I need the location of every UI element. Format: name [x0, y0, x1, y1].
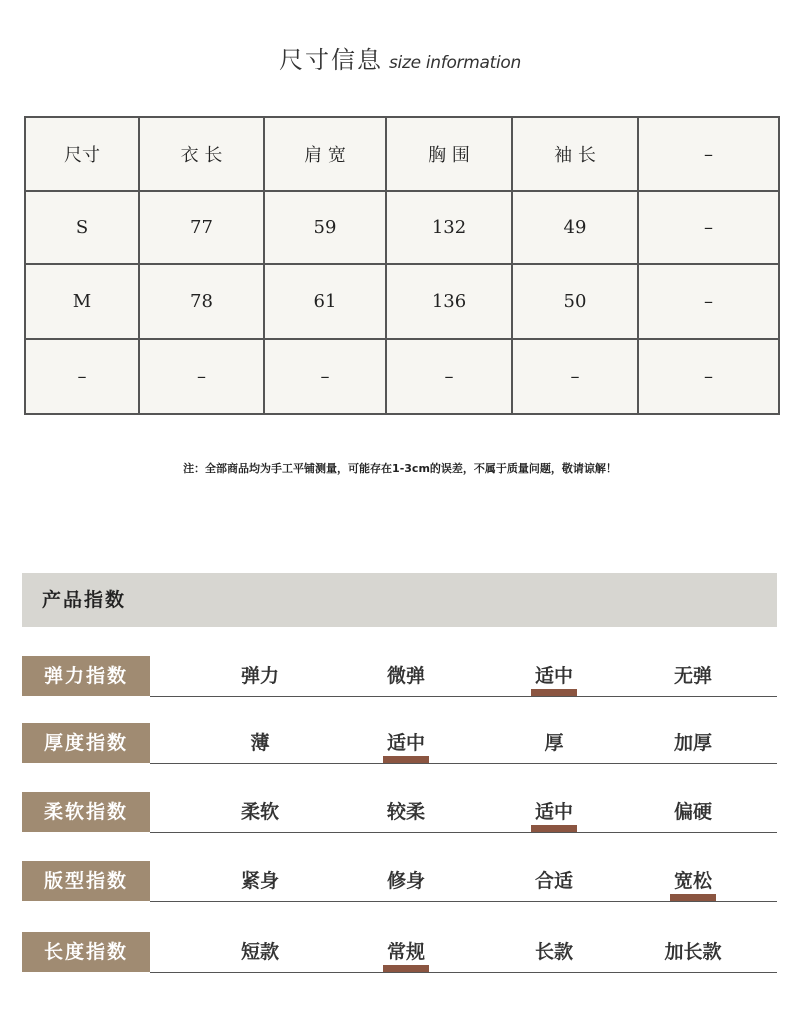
index-baseline: [150, 696, 777, 697]
index-label: 弹力指数: [22, 656, 150, 696]
index-label: 长度指数: [22, 932, 150, 972]
table-cell: 肩 宽: [264, 117, 386, 191]
table-row: [25, 117, 779, 191]
size-info-title: [0, 40, 800, 83]
table-cell: 136: [386, 264, 512, 339]
index-option: 紧身: [240, 870, 279, 892]
measurement-note: 注：全部商品均为手工平铺测量，可能存在1-3cm的误差，不属于质量问题，敬请谅解！: [183, 462, 617, 475]
title-chinese: 尺寸信息: [279, 46, 383, 74]
index-option-selected: 常规: [346, 932, 466, 972]
title-english: size information: [389, 53, 521, 73]
table-cell: M: [25, 264, 139, 339]
index-option: 加长款: [664, 941, 722, 963]
index-option-selected: 适中: [494, 792, 614, 832]
table-row: [25, 339, 779, 414]
index-option: 短款: [240, 941, 279, 963]
index-row-thickness: [22, 723, 777, 765]
index-option-selected: 适中: [494, 656, 614, 696]
table-cell: 袖 长: [512, 117, 638, 191]
index-option: 厚: [544, 732, 564, 754]
index-row-length: [22, 932, 777, 974]
table-cell: 49: [512, 191, 638, 264]
table-row: [25, 191, 779, 264]
table-cell: –: [638, 264, 779, 339]
index-option-selected: 宽松: [633, 861, 753, 901]
index-option: 较柔: [386, 801, 425, 823]
index-baseline: [150, 763, 777, 764]
table-cell: –: [139, 339, 264, 414]
index-label: 柔软指数: [22, 792, 150, 832]
table-cell: 50: [512, 264, 638, 339]
index-option: 加厚: [673, 732, 712, 754]
index-baseline: [150, 972, 777, 973]
index-baseline: [150, 901, 777, 902]
table-cell: –: [638, 117, 779, 191]
table-cell: –: [264, 339, 386, 414]
table-cell: –: [386, 339, 512, 414]
index-row-fit: [22, 861, 777, 903]
index-option: 薄: [250, 732, 270, 754]
index-option: 长款: [534, 941, 573, 963]
index-row-softness: [22, 792, 777, 834]
table-cell: S: [25, 191, 139, 264]
index-option: 柔软: [240, 801, 279, 823]
index-option: 修身: [386, 870, 425, 892]
table-cell: 59: [264, 191, 386, 264]
index-option-selected: 适中: [346, 723, 466, 763]
index-option: 合适: [534, 870, 573, 892]
section-title: 产品指数: [42, 589, 127, 611]
index-option: 偏硬: [673, 801, 712, 823]
index-option: 微弹: [386, 665, 425, 687]
table-row: [25, 264, 779, 339]
table-cell: 77: [139, 191, 264, 264]
size-table: [24, 116, 780, 415]
table-cell: –: [638, 339, 779, 414]
index-option: 无弹: [673, 665, 712, 687]
index-row-elasticity: [22, 656, 777, 698]
index-baseline: [150, 832, 777, 833]
index-label: 厚度指数: [22, 723, 150, 763]
index-label: 版型指数: [22, 861, 150, 901]
table-cell: –: [25, 339, 139, 414]
table-cell: 78: [139, 264, 264, 339]
table-cell: 61: [264, 264, 386, 339]
table-cell: 衣 长: [139, 117, 264, 191]
table-cell: 尺寸: [25, 117, 139, 191]
table-cell: 胸 围: [386, 117, 512, 191]
table-cell: 132: [386, 191, 512, 264]
index-option: 弹力: [240, 665, 279, 687]
product-index-banner: [22, 573, 777, 627]
table-cell: –: [512, 339, 638, 414]
table-cell: –: [638, 191, 779, 264]
